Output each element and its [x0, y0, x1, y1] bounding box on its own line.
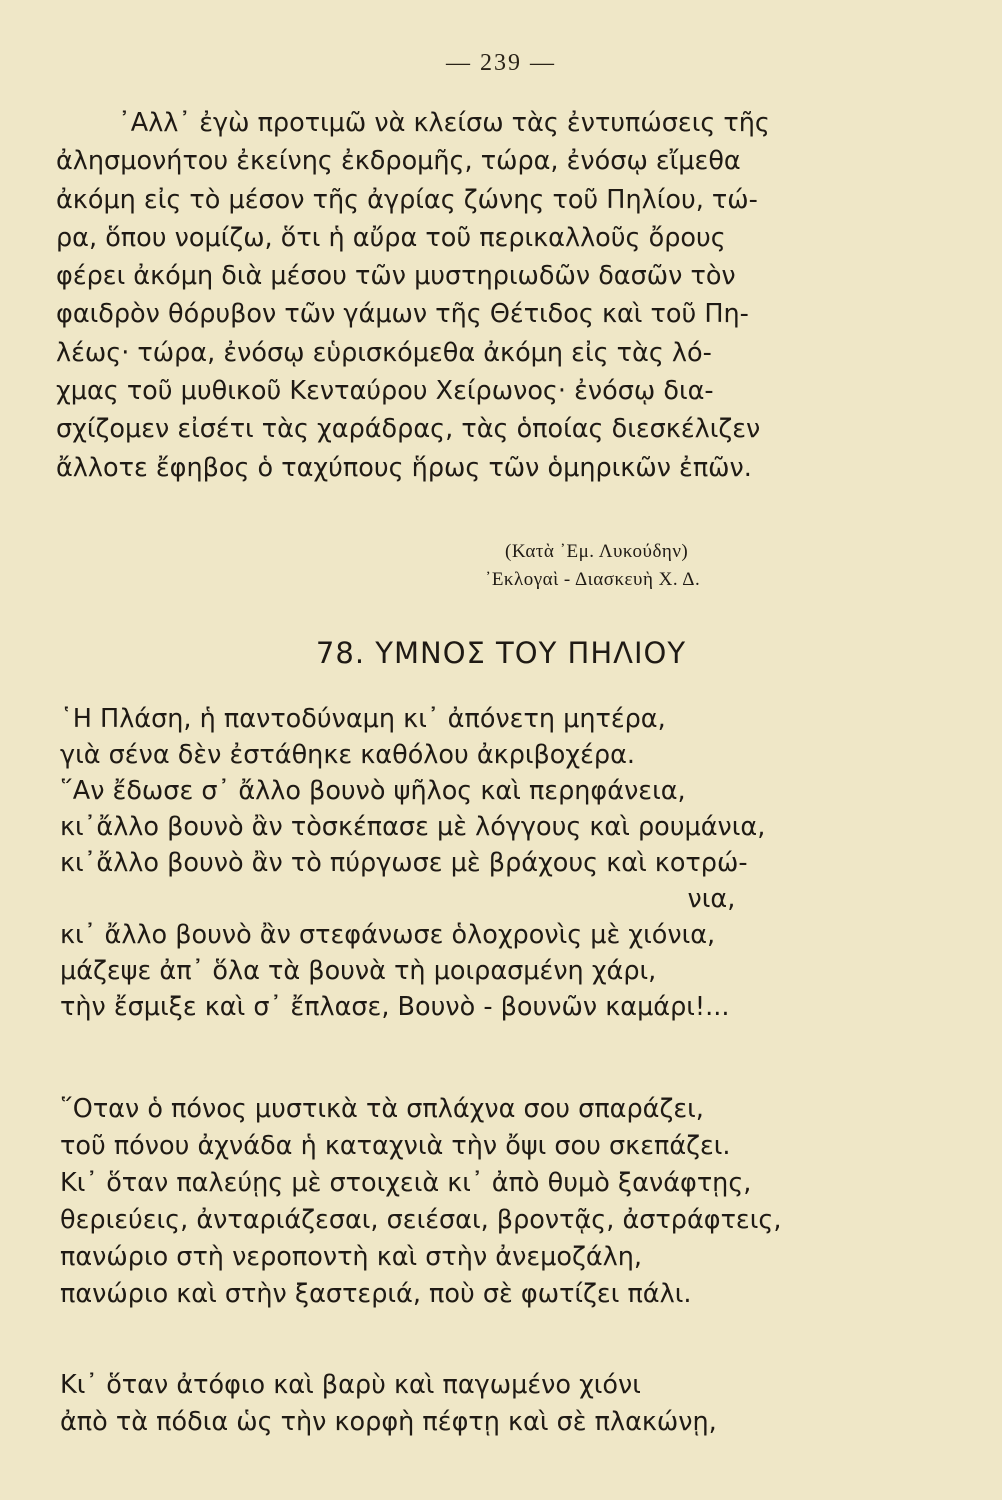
- poem-line: κι᾿ἄλλο βουνὸ ἂν τὸ πύργωσε μὲ βράχους καὶ κοτρώ-: [60, 848, 748, 878]
- prose-line: χμας τοῦ μυθικοῦ Κενταύρου Χείρωνος· ἐνόσῳ δια-: [56, 376, 714, 407]
- source-edition: ᾿Εκλογαὶ - Διασκευὴ Χ. Δ.: [485, 569, 701, 590]
- poem-line: θεριεύεις, ἀνταριάζεσαι, σειέσαι, βροντᾷς, ἀστράφτεις,: [60, 1205, 782, 1235]
- prose-paragraph: [56, 104, 936, 487]
- poem-line-continuation: νια,: [687, 884, 736, 914]
- prose-line: ρα, ὅπου νομίζω, ὅτι ἡ αὔρα τοῦ περικαλλοῦς ὄρους: [56, 222, 726, 253]
- poem-stanza-1: [60, 701, 765, 1025]
- prose-line: ἄλλοτε ἔφηβος ὁ ταχύπους ἥρως τῶν ὁμηρικῶν ἐπῶν.: [56, 452, 752, 483]
- poem-title: 78. ΥΜΝΟΣ ΤΟΥ ΠΗΛΙΟΥ: [315, 636, 687, 670]
- source-author: (Κατὰ ᾿Εμ. Λυκούδην): [505, 541, 689, 562]
- poem-line: ἀπὸ τὰ πόδια ὡς τὴν κορφὴ πέφτῃ καὶ σὲ πλακώνῃ,: [60, 1407, 717, 1437]
- poem-line: κι᾿ἄλλο βουνὸ ἂν τὸσκέπασε μὲ λόγγους καὶ ρουμάνια,: [60, 812, 766, 842]
- poem-line: πανώριο στὴ νεροποντὴ καὶ στὴν ἀνεμοζάλη,: [60, 1242, 642, 1272]
- poem-line: τοῦ πόνου ἀχνάδα ἡ καταχνιὰ τὴν ὄψι σου σκεπάζει.: [60, 1131, 731, 1161]
- prose-line: ᾿Αλλ᾿ ἐγὼ προτιμῶ νὰ κλείσω τὰς ἐντυπώσεις τῆς: [118, 108, 770, 138]
- poem-line: κι᾿ ἄλλο βουνὸ ἂν στεφάνωσε ὁλοχρονὶς μὲ χιόνια,: [60, 920, 716, 950]
- poem-line: ῾Η Πλάση, ἡ παντοδύναμη κι᾿ ἀπόνετη μητέρα,: [60, 704, 666, 734]
- poem-line: Κι᾿ ὅταν ἀτόφιο καὶ βαρὺ καὶ παγωμένο χιόνι: [60, 1370, 641, 1400]
- poem-line: Κι᾿ ὅταν παλεύῃς μὲ στοιχειὰ κι᾿ ἀπὸ θυμὸ ξανάφτῃς,: [60, 1168, 752, 1198]
- poem-line: γιὰ σένα δὲν ἐστάθηκε καθόλου ἀκριβοχέρα.: [60, 740, 635, 770]
- prose-line: σχίζομεν εἰσέτι τὰς χαράδρας, τὰς ὁποίας διεσκέλιζεν: [56, 414, 761, 445]
- prose-line: ἀκόμη εἰς τὸ μέσον τῆς ἀγρίας ζώνης τοῦ Πηλίου, τώ-: [56, 184, 758, 215]
- prose-line: φέρει ἀκόμη διὰ μέσου τῶν μυστηριωδῶν δασῶν τὸν: [56, 261, 736, 292]
- poem-line: πανώριο καὶ στὴν ξαστεριά, ποὺ σὲ φωτίζει πάλι.: [60, 1279, 692, 1309]
- poem-line: ῞Αν ἔδωσε σ᾿ ἄλλο βουνὸ ψῆλος καὶ περηφάνεια,: [60, 776, 686, 806]
- prose-line: ἀλησμονήτου ἐκείνης ἐκδρομῆς, τώρα, ἐνόσῳ εἴμεθα: [56, 146, 741, 177]
- page-number: — 239 —: [446, 50, 556, 76]
- poem-line: τὴν ἔσμιξε καὶ σ᾿ ἔπλασε, Βουνὸ - βουνῶν καμάρι!...: [60, 992, 730, 1022]
- prose-line: λέως· τώρα, ἐνόσῳ εὑρισκόμεθα ἀκόμη εἰς τὰς λό-: [56, 337, 712, 368]
- poem-line: ῞Οταν ὁ πόνος μυστικὰ τὰ σπλάχνα σου σπαράζει,: [60, 1094, 704, 1124]
- source-citation: [485, 538, 905, 594]
- prose-line: φαιδρὸν θόρυβον τῶν γάμων τῆς Θέτιδος καὶ τοῦ Πη-: [56, 299, 749, 330]
- poem-line: μάζεψε ἀπ᾿ ὅλα τὰ βουνὰ τὴ μοιρασμένη χάρι,: [60, 956, 657, 986]
- poem-stanza-3: [60, 1367, 717, 1441]
- poem-stanza-2: [60, 1091, 781, 1313]
